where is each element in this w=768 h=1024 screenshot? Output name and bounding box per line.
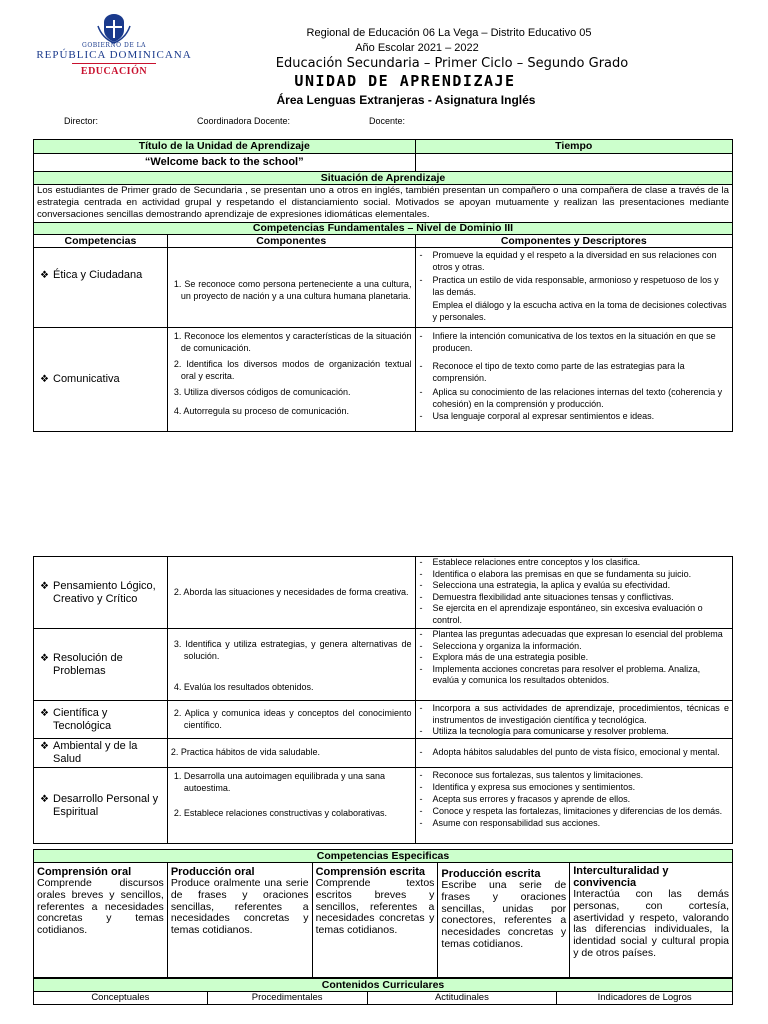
diamond-bullet-icon: ❖ xyxy=(40,270,49,281)
descriptor-item: - Identifica y expresa sus emociones y sentimientos. xyxy=(419,781,730,793)
contenidos-header: Contenidos Curriculares xyxy=(34,979,733,992)
page-title: UNIDAD DE APRENDIZAJE xyxy=(294,72,516,90)
descriptor-item: - Acepta sus errores y fracasos y aprende de ellos. xyxy=(419,793,730,805)
tiempo-header: Tiempo xyxy=(415,140,732,154)
area-line: Área Lenguas Extranjeras - Asignatura Inglés xyxy=(276,93,536,107)
especificas-table xyxy=(33,849,733,978)
unit-table-part1 xyxy=(33,139,733,432)
table-row xyxy=(34,557,733,629)
descriptor-item: - Selecciona una estrategia, la aplica y evalúa su efectividad. xyxy=(419,580,730,592)
especifica-comprension-escrita: Comprensión escrita Comprende textos escritos breves y sencillos, referentes a necesidades concretas y temas cotidianos. xyxy=(312,863,438,978)
descriptor-item: - Infiere la intención comunicativa de los textos en la situación en que se producen. xyxy=(419,331,729,354)
especifica-produccion-escrita: Producción escrita Escribe una serie de frases y oraciones sencillas, unidas por conectores, referentes a necesidades concretas y temas cotidianos. xyxy=(438,863,570,978)
competencia-etica: ❖ Ética y Ciudadana xyxy=(40,269,143,281)
regional-line: Regional de Educación 06 La Vega – Distrito Educativo 05 xyxy=(306,27,592,39)
componente-item: 2. Establece relaciones constructivas y colaborativas. xyxy=(173,808,387,818)
situacion-text: Los estudiantes de Primer grado de Secundaria , se presentan uno a otros en inglés, también presentan un compañero o una compañera de clase a través de la estrategia centrada en actividad grupal y respetando el distanciamiento social. Motivados se apoyan mutuamente y realizan las presentaciones mediante conversaciones sencillas demostrando aprendizaje de expresiones idiomáticas elementales. xyxy=(34,185,733,223)
col-indicadores: Indicadores de Logros xyxy=(557,992,733,1005)
logo-line3: EDUCACIÓN xyxy=(80,66,148,77)
diamond-bullet-icon: ❖ xyxy=(40,741,49,752)
componente-item: 1. Reconoce los elementos y características de la situación de comunicación. xyxy=(173,331,412,353)
diamond-bullet-icon: ❖ xyxy=(40,580,49,592)
descriptor-item: - Adopta hábitos saludables del punto de vista físico, emocional y mental. xyxy=(419,747,730,759)
especifica-comprension-oral: Comprensión oral Comprende discursos orales breves y sencillos, referentes a necesidades concretas y temas cotidianos. xyxy=(34,863,168,978)
diamond-bullet-icon: ❖ xyxy=(40,707,49,719)
competencia-desarrollo: ❖ Desarrollo Personal y Espiritual xyxy=(40,792,159,818)
especificas-header: Competencias Especificas xyxy=(34,850,733,863)
descriptor-item: - Reconoce sus fortalezas, sus talentos y limitaciones. xyxy=(419,769,730,781)
componente-item: 2. Practica hábitos de vida saludable. xyxy=(170,747,320,758)
coordinadora-label: Coordinadora Docente: xyxy=(197,116,291,126)
level-line: Educación Secundaria – Primer Ciclo – Segundo Grado xyxy=(275,56,629,71)
descriptor-item: - Establece relaciones entre conceptos y los clasifica. xyxy=(419,557,730,569)
descriptor-item: - Identifica o elabora las premisas en que se fundamenta su juicio. xyxy=(419,569,730,581)
unit-table-part2 xyxy=(33,556,733,844)
col-actitudinales: Actitudinales xyxy=(367,992,557,1005)
director-label: Director: xyxy=(64,116,99,126)
col-componentes: Componentes xyxy=(167,235,415,248)
descriptor-item: - Plantea las preguntas adecuadas que expresan lo esencial del problema xyxy=(419,629,730,641)
unit-title-value: “Welcome back to the school” xyxy=(34,154,416,172)
descriptor-item: - Demuestra flexibilidad ante situaciones tensas y conflictivas. xyxy=(419,592,730,604)
descriptor-item: - Usa lenguaje corporal al expresar sentimientos e ideas. xyxy=(419,411,729,423)
docente-label: Docente: xyxy=(369,116,406,126)
competencia-cientifica: ❖ Científica y Tecnológica xyxy=(40,706,112,732)
descriptor-item: - Utiliza la tecnología para comunicarse y resolver problema. xyxy=(419,726,730,738)
componente-item: 2. Identifica los diversos modos de organización textual oral y escrita. xyxy=(173,359,412,381)
descriptor-item: - Asume con responsabilidad sus acciones. xyxy=(419,817,730,829)
table-row xyxy=(34,629,733,701)
table-row xyxy=(34,248,733,328)
logo-line1: GOBIERNO DE LA xyxy=(82,42,146,49)
col-conceptuales: Conceptuales xyxy=(34,992,208,1005)
competencia-resolucion: ❖ Resolución de Problemas xyxy=(40,651,123,677)
componente-item: 4. Evalúa los resultados obtenidos. xyxy=(173,682,314,692)
table-row xyxy=(34,768,733,844)
table-row xyxy=(34,701,733,739)
diamond-bullet-icon: ❖ xyxy=(40,652,49,664)
table-row xyxy=(34,328,733,432)
componente-item: 2. Aborda las situaciones y necesidades de forma creativa. xyxy=(173,586,409,597)
descriptor-item: Emplea el diálogo y la escucha activa en la toma de decisiones colectivas y personales. xyxy=(432,300,727,322)
componente-item: 2. Aplica y comunica ideas y conceptos del conocimiento científico. xyxy=(173,708,412,730)
descriptor-item: - Conoce y respeta las fortalezas, limitaciones y diferencias de los demás. xyxy=(419,805,730,817)
descriptor-item: - Se ejercita en el aprendizaje espontáneo, sin excesiva evaluación o control. xyxy=(419,603,730,626)
descriptor-item: - Promueve la equidad y el respeto a la diversidad en sus relaciones con otros y otras. xyxy=(419,250,729,273)
table-row xyxy=(34,739,733,768)
diamond-bullet-icon: ❖ xyxy=(40,374,49,385)
logo-line2: REPÚBLICA DOMINICANA xyxy=(36,49,192,61)
col-procedimentales: Procedimentales xyxy=(207,992,367,1005)
componente-item: 1. Se reconoce como persona perteneciente a una cultura, un proyecto de nación y a una cultura humana planetaria. xyxy=(173,279,412,301)
componente-item: 1. Desarrolla una autoimagen equilibrada y una sana autoestima. xyxy=(173,771,386,793)
situacion-header: Situación de Aprendizaje xyxy=(34,172,733,185)
competencia-pensamiento: ❖ Pensamiento Lógico, Creativo y Crítico xyxy=(40,579,156,605)
fundamentales-header: Competencias Fundamentales – Nivel de Dominio III xyxy=(34,223,733,235)
descriptor-item: - Practica un estilo de vida responsable, armonioso y respetuoso de los y las demás. xyxy=(419,275,729,298)
school-year: Año Escolar 2021 – 2022 xyxy=(355,42,479,54)
especifica-produccion-oral: Producción oral Produce oralmente una serie de frases y oraciones sencillas, referentes a necesidades concretas y temas cotidianos. xyxy=(167,863,312,978)
componente-item: 4. Autorregula su proceso de comunicación. xyxy=(173,405,349,416)
contenidos-table xyxy=(33,978,733,1005)
competencia-comunicativa: ❖ Comunicativa xyxy=(40,373,120,385)
descriptor-item: - Selecciona y organiza la información. xyxy=(419,641,730,653)
descriptor-item: - Incorpora a sus actividades de aprendizaje, procedimientos, técnicas e instrumentos de investigación científica y tecnológica. xyxy=(419,703,730,726)
tiempo-value xyxy=(415,154,732,172)
descriptor-item: - Explora más de una estrategia posible. xyxy=(419,652,730,664)
titulo-header: Título de la Unidad de Aprendizaje xyxy=(34,140,416,154)
descriptor-item: - Reconoce el tipo de texto como parte de las estrategias para la comprensión. xyxy=(419,361,729,384)
diamond-bullet-icon: ❖ xyxy=(40,793,49,805)
col-competencias: Competencias xyxy=(34,235,168,248)
descriptor-item: - Implementa acciones concretas para resolver el problema. Analiza, evalúa y comunica los resultados obtenidos. xyxy=(419,664,730,687)
componente-item: 3. Utiliza diversos códigos de comunicación. xyxy=(173,387,351,397)
componente-item: 3. Identifica y utiliza estrategias, y genera alternativas de solución. xyxy=(173,639,412,661)
especifica-interculturalidad: Interculturalidad y convivencia Interactúa con las demás personas, con cortesía, asertividad y respeto, valorando las diferencias individuales, la identidad social y cultural propia y de otros países. xyxy=(570,863,733,978)
col-descriptores: Componentes y Descriptores xyxy=(415,235,732,248)
competencia-ambiental: ❖ Ambiental y de la Salud xyxy=(40,740,138,765)
descriptor-item: - Aplica su conocimiento de las relaciones internas del texto (coherencia y cohesión) en la comprensión y producción. xyxy=(419,387,729,410)
